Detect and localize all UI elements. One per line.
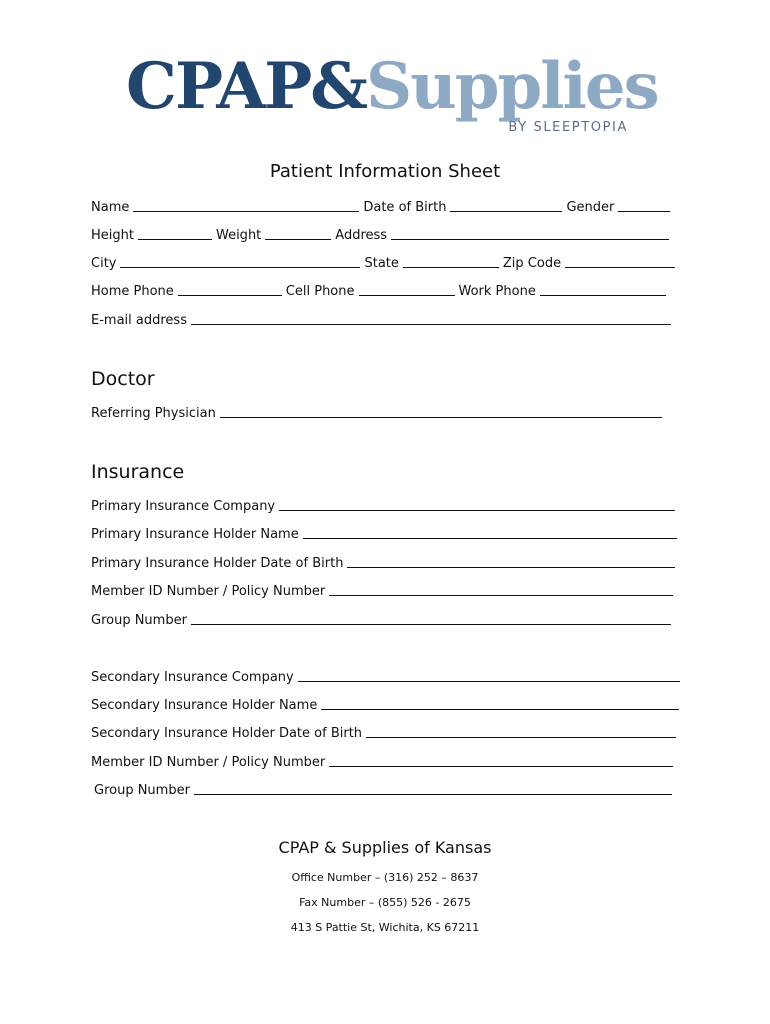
address-field[interactable] [391, 238, 669, 240]
secondary-group-label: Group Number [94, 783, 190, 798]
home-phone-label: Home Phone [91, 284, 174, 299]
primary-group-label: Group Number [91, 613, 187, 628]
name-field[interactable] [133, 210, 359, 212]
referring-physician-label: Referring Physician [91, 406, 216, 421]
secondary-holder-row [91, 693, 683, 713]
zip-label: Zip Code [502, 256, 562, 271]
phone-row [91, 279, 670, 299]
secondary-member-id-row [91, 750, 677, 770]
primary-holder-dob-label: Primary Insurance Holder Date of Birth [91, 556, 344, 571]
secondary-holder-dob-label: Secondary Insurance Holder Date of Birth [91, 726, 363, 741]
secondary-group-field[interactable] [194, 793, 672, 795]
work-phone-label: Work Phone [458, 284, 536, 299]
secondary-company-label: Secondary Insurance Company [91, 670, 294, 685]
zip-field[interactable] [565, 266, 675, 268]
secondary-company-row [91, 665, 684, 685]
primary-holder-field[interactable] [303, 537, 677, 539]
page-title: Patient Information Sheet [269, 161, 501, 182]
office-number: Office Number – (316) 252 – 8637 [291, 871, 479, 884]
height-row [91, 223, 673, 243]
primary-member-id-row [91, 579, 677, 599]
primary-group-row [91, 608, 675, 628]
primary-member-id-label: Member ID Number / Policy Number [91, 584, 326, 599]
primary-company-label: Primary Insurance Company [91, 499, 276, 514]
secondary-group-row [94, 778, 676, 798]
secondary-member-id-label: Member ID Number / Policy Number [91, 755, 326, 770]
secondary-member-id-field[interactable] [329, 765, 673, 767]
primary-company-row [91, 494, 679, 514]
insurance-heading: Insurance [91, 461, 185, 483]
primary-member-id-field[interactable] [329, 594, 673, 596]
secondary-holder-field[interactable] [321, 708, 679, 710]
name-row [91, 195, 674, 215]
email-field[interactable] [191, 323, 671, 325]
height-field[interactable] [138, 238, 212, 240]
primary-company-field[interactable] [279, 509, 675, 511]
gender-label: Gender [566, 200, 615, 215]
fax-number: Fax Number – (855) 526 - 2675 [299, 896, 471, 909]
primary-holder-dob-field[interactable] [347, 566, 675, 568]
city-label: City [91, 256, 117, 271]
state-field[interactable] [403, 266, 499, 268]
height-label: Height [91, 228, 134, 243]
weight-field[interactable] [265, 238, 331, 240]
footer-title: CPAP & Supplies of Kansas [278, 838, 492, 857]
work-phone-field[interactable] [540, 294, 666, 296]
doctor-heading: Doctor [91, 368, 155, 390]
name-label: Name [91, 200, 130, 215]
cell-phone-field[interactable] [359, 294, 455, 296]
address-label: Address [335, 228, 388, 243]
referring-physician-field[interactable] [220, 416, 662, 418]
secondary-holder-dob-field[interactable] [366, 736, 676, 738]
email-label: E-mail address [91, 313, 187, 328]
logo-cpap-text: CPAP& [126, 49, 366, 124]
logo-supplies-text: Supplies [365, 49, 658, 124]
state-label: State [364, 256, 399, 271]
primary-holder-label: Primary Insurance Holder Name [91, 527, 299, 542]
footer-address: 413 S Pattie St, Wichita, KS 67211 [290, 921, 480, 934]
dob-field[interactable] [450, 210, 562, 212]
referring-row [91, 401, 666, 421]
primary-holder-dob-row [91, 551, 679, 571]
logo-wordmark [126, 50, 658, 124]
primary-group-field[interactable] [191, 623, 671, 625]
logo-tagline: BY SLEEPTOPIA [508, 120, 628, 135]
secondary-holder-dob-row [91, 721, 680, 741]
city-field[interactable] [120, 266, 360, 268]
secondary-holder-label: Secondary Insurance Holder Name [91, 698, 318, 713]
dob-label: Date of Birth [363, 200, 447, 215]
gender-field[interactable] [618, 210, 670, 212]
company-logo [126, 49, 658, 142]
primary-holder-row [91, 522, 681, 542]
weight-label: Weight [215, 228, 262, 243]
city-row [91, 251, 679, 271]
secondary-company-field[interactable] [298, 680, 680, 682]
cell-phone-label: Cell Phone [285, 284, 355, 299]
email-row [91, 308, 675, 328]
home-phone-field[interactable] [178, 294, 282, 296]
